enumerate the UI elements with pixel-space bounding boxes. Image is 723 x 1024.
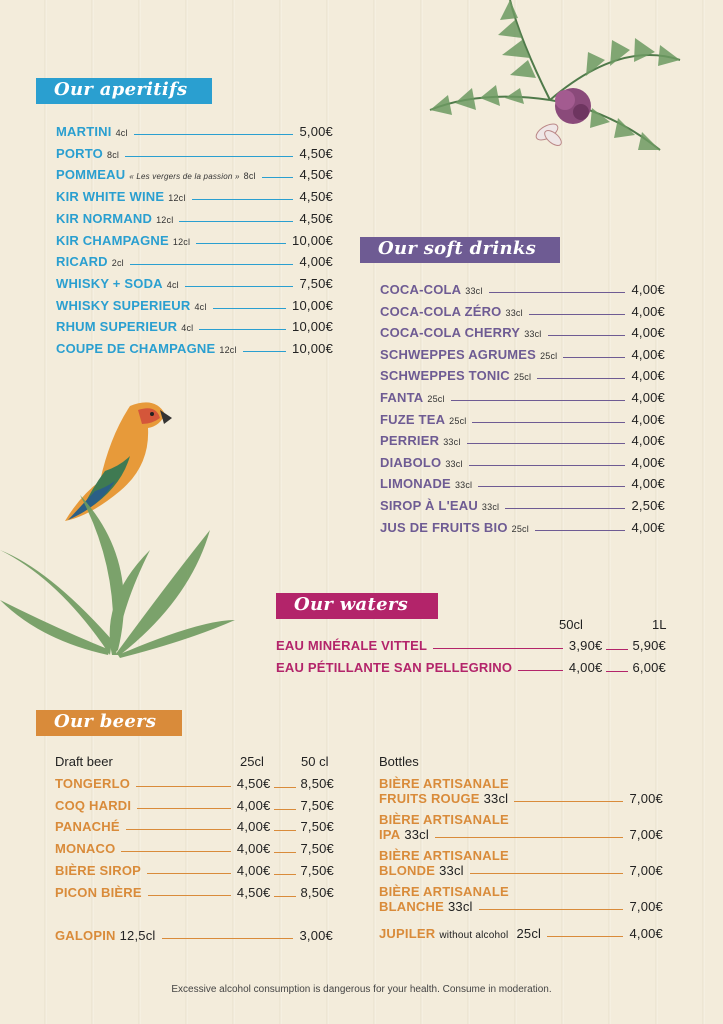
leader-line [451,400,626,401]
draft-beer-row [55,841,334,856]
waters-col-1l: 1L [652,617,667,632]
soft-drink-name: JUS DE FRUITS BIO [380,519,508,535]
draft-beer-name: PICON BIÈRE [55,884,142,900]
leader-line [125,156,293,157]
aperitif-volume: 4cl [166,279,179,290]
leader-line [262,177,294,178]
leader-line [433,648,563,649]
soft-drink-price: 4,00€ [631,325,665,341]
aperitif-row [56,211,333,226]
water-row [276,638,666,653]
aperitif-price: 7,50€ [299,275,333,291]
waters-col-50cl: 50cl [559,617,583,632]
draft-beer-price-50cl: 8,50€ [300,776,334,791]
leader-line [274,852,296,853]
soft-drink-price: 4,00€ [631,303,665,319]
leader-line [435,837,623,838]
bottle-name-line1: BIÈRE ARTISANALE [379,884,509,899]
bottle-volume: 33cl [447,899,473,914]
soft-drink-name: COCA-COLA CHERRY [380,325,521,341]
aperitif-row [56,276,333,291]
draft-beer-label: Draft beer [55,754,113,769]
aperitif-price: 4,50€ [299,167,333,183]
leader-line [529,314,626,315]
draft-beer-price-25cl: 4,00€ [236,797,271,813]
aperitif-row [56,254,333,269]
soft-drink-volume: 33cl [524,329,542,340]
leader-line [274,896,296,897]
leader-line [136,786,231,787]
aperitif-row [56,341,333,356]
leader-line [147,873,231,874]
aperitif-volume: 4cl [194,301,207,312]
soft-drink-row [380,498,665,513]
aperitif-price: 4,50€ [299,189,333,205]
draft-beer-name: TONGERLO [55,776,131,791]
soft-drink-volume: 33cl [505,307,523,318]
draft-beer-price-50cl: 7,50€ [300,862,334,878]
aperitif-row [56,319,333,334]
soft-drink-volume: 33cl [454,480,473,491]
draft-beer-price-50cl: 7,50€ [300,819,334,835]
aperitif-volume: 12cl [172,236,191,247]
leader-line [137,808,231,809]
aperitif-row [56,298,333,313]
water-price-50cl: 3,90€ [568,638,603,653]
aperitif-row [56,189,333,204]
soft-drink-volume: 25cl [540,350,558,361]
leader-line [537,378,625,379]
draft-beer-row [55,819,334,834]
draft-beer-name: MONACO [55,841,116,857]
leader-line [479,909,624,910]
jupiler-price: 4,00€ [629,926,663,941]
bottle-row [379,827,663,842]
soft-drink-price: 4,00€ [631,390,665,405]
soft-drink-row [380,433,665,448]
jupiler-name: JUPILER [379,926,436,941]
draft-beer-row [55,863,334,878]
hibiscus-flower-icon [525,80,605,160]
bottle-volume: 33cl [483,791,509,806]
soft-drink-volume: 33cl [445,458,463,469]
leader-line [148,895,231,896]
aperitifs-banner: Our aperitifs [36,78,212,104]
leader-line [478,486,625,487]
soft-drink-price: 4,00€ [631,433,665,449]
beers-banner: Our beers [36,710,182,736]
leader-line [274,874,296,875]
soft-drink-volume: 25cl [513,372,532,383]
bottle-name-line2: BLANCHE [379,899,444,914]
bottle-row [379,863,663,878]
soft-drink-volume: 25cl [427,394,445,404]
draft-beer-price-50cl: 7,50€ [300,797,334,813]
soft-drink-name: SCHWEPPES AGRUMES [380,346,537,362]
galopin-vol: 12,5cl [119,928,156,943]
aperitif-volume: 8cl [107,149,120,160]
aperitif-volume: 12cl [156,214,174,225]
bottle-row [379,791,663,806]
draft-beer-price-25cl: 4,50€ [236,776,271,791]
soft-drink-row [380,520,665,535]
bottle-name-line1: BIÈRE ARTISANALE [379,848,509,863]
soft-drink-volume: 25cl [511,523,529,534]
draft-col-25cl: 25cl [240,754,264,769]
aperitif-volume: 12cl [168,193,186,204]
soft-drink-price: 4,00€ [631,476,665,492]
aperitif-price: 4,50€ [299,145,333,161]
water-price-1l: 6,00€ [632,660,666,675]
leader-line [126,829,231,830]
aperitif-price: 10,00€ [292,341,333,356]
aperitif-name: PORTO [56,145,103,161]
leader-line [199,329,286,330]
fern-plant-icon [0,490,240,660]
bottle-price: 7,00€ [629,899,663,914]
draft-beer-row [55,776,334,791]
leader-line [274,809,296,810]
aperitif-name: WHISKY SUPERIEUR [56,297,191,313]
soft-drink-volume: 33cl [481,502,500,512]
aperitif-price: 4,00€ [299,254,333,270]
water-name: EAU MINÉRALE VITTEL [276,638,428,653]
soft-drink-volume: 33cl [443,437,461,448]
water-price-50cl: 4,00€ [568,660,603,675]
soft-drink-name: COCA-COLA ZÉRO [380,303,502,319]
soft-drink-name: LIMONADE [380,476,451,492]
bottle-name-line2: FRUITS ROUGE [379,791,480,806]
soft-drink-row [380,455,665,470]
soft-drink-row [380,325,665,340]
aperitif-name: COUPE DE CHAMPAGNE [56,341,216,356]
draft-beer-price-25cl: 4,00€ [236,819,271,835]
bottle-volume: 33cl [404,827,429,842]
aperitif-volume: 12cl [219,345,237,355]
leader-line [472,422,625,423]
leader-line [606,671,628,672]
soft-drink-row [380,347,665,362]
draft-beer-price-50cl: 7,50€ [300,841,334,857]
soft-drinks-banner: Our soft drinks [360,237,560,263]
aperitif-name: RHUM SUPERIEUR [56,319,178,335]
soft-drink-name: FANTA [380,390,424,405]
bottle-name-line2: IPA [379,827,401,842]
leader-line [489,292,626,293]
soft-drink-row [380,390,665,405]
leader-line [130,264,294,265]
bottle-price: 7,00€ [629,827,663,842]
draft-beer-row [55,798,334,813]
soft-drink-price: 4,00€ [631,282,665,297]
leader-line [606,649,628,650]
leader-line [192,199,294,200]
soft-drink-row [380,412,665,427]
soft-drink-name: SCHWEPPES TONIC [380,368,510,384]
leader-line [213,308,286,309]
aperitif-row [56,124,333,139]
soft-drink-price: 4,00€ [631,454,665,470]
leader-line [563,357,625,358]
draft-beer-name: COQ HARDI [55,797,132,813]
aperitif-price: 5,00€ [299,124,333,139]
aperitif-volume: 8cl [243,171,256,182]
aperitif-price: 10,00€ [292,319,333,335]
footer-disclaimer: Excessive alcohol consumption is dangerous for your health. Consume in moderation. [171,984,552,995]
bottle-volume: 33cl [439,863,464,878]
draft-beer-price-25cl: 4,00€ [236,841,271,857]
leader-line [274,830,296,831]
leader-line [134,134,294,135]
aperitif-row [56,167,333,182]
water-name: EAU PÉTILLANTE SAN PELLEGRINO [276,660,513,675]
jupiler-row [379,926,663,941]
leader-line [535,530,626,531]
aperitif-volume: 2cl [111,258,124,269]
soft-drink-price: 4,00€ [631,346,665,362]
bottle-price: 7,00€ [629,791,663,806]
soft-drink-volume: 33cl [465,286,483,296]
aperitif-volume: 4cl [181,323,194,334]
leader-line [548,335,626,336]
aperitif-price: 10,00€ [292,232,333,248]
leader-line [505,508,625,509]
aperitif-row [56,146,333,161]
bottle-row [379,899,663,914]
soft-drink-price: 4,00€ [631,411,665,427]
soft-drink-name: SIROP À L'EAU [380,498,478,513]
leader-line [470,873,624,874]
aperitif-name: KIR NORMAND [56,210,153,226]
draft-beer-name: PANACHÉ [55,819,120,835]
leader-line [196,243,286,244]
galopin-row [55,928,333,943]
draft-beer-row [55,885,334,900]
draft-beer-price-25cl: 4,50€ [236,884,271,900]
aperitif-price: 10,00€ [292,297,333,313]
leader-line [179,221,293,222]
soft-drink-name: PERRIER [380,433,440,449]
draft-col-50cl: 50 cl [301,754,329,769]
aperitif-note: « Les vergers de la passion » [129,172,240,182]
soft-drink-price: 4,00€ [631,368,665,384]
aperitif-name: WHISKY + SODA [56,275,163,291]
aperitif-name: MARTINI [56,124,112,139]
draft-beer-name: BIÈRE SIROP [55,862,141,878]
leader-line [121,851,230,852]
soft-drink-name: COCA-COLA [380,282,462,297]
soft-drink-price: 4,00€ [631,519,665,535]
water-price-1l: 5,90€ [632,638,666,653]
aperitif-name: RICARD [56,254,108,270]
aperitif-name: POMMEAU [56,167,126,183]
leader-line [243,351,286,352]
soft-drink-row [380,304,665,319]
draft-beer-price-25cl: 4,00€ [236,862,271,878]
leader-line [469,465,626,466]
soft-drink-row [380,476,665,491]
bottles-label: Bottles [379,754,419,769]
soft-drink-volume: 25cl [449,415,467,426]
draft-beer-price-50cl: 8,50€ [300,884,334,900]
aperitif-name: KIR CHAMPAGNE [56,232,169,248]
leader-line [518,670,563,671]
aperitif-price: 4,50€ [299,210,333,226]
waters-banner: Our waters [276,593,438,619]
leader-line [514,801,623,802]
leader-line [274,787,296,788]
soft-drink-price: 2,50€ [631,498,665,513]
bottle-name-line1: BIÈRE ARTISANALE [379,776,509,791]
aperitif-volume: 4cl [115,128,128,138]
leader-line [467,443,626,444]
jupiler-note: without alcohol [439,930,509,941]
soft-drink-row [380,282,665,297]
soft-drink-row [380,368,665,383]
soft-drink-name: DIABOLO [380,454,442,470]
water-row [276,660,666,675]
jupiler-vol: 25cl [516,926,542,941]
bottle-name-line1: BIÈRE ARTISANALE [379,812,509,827]
leader-line [185,286,294,287]
aperitif-row [56,233,333,248]
bottle-name-line2: BLONDE [379,863,436,878]
aperitif-name: KIR WHITE WINE [56,189,165,205]
soft-drink-name: FUZE TEA [380,411,446,427]
bottle-price: 7,00€ [629,863,663,878]
galopin-price: 3,00€ [299,928,333,943]
galopin-name: GALOPIN [55,928,116,943]
